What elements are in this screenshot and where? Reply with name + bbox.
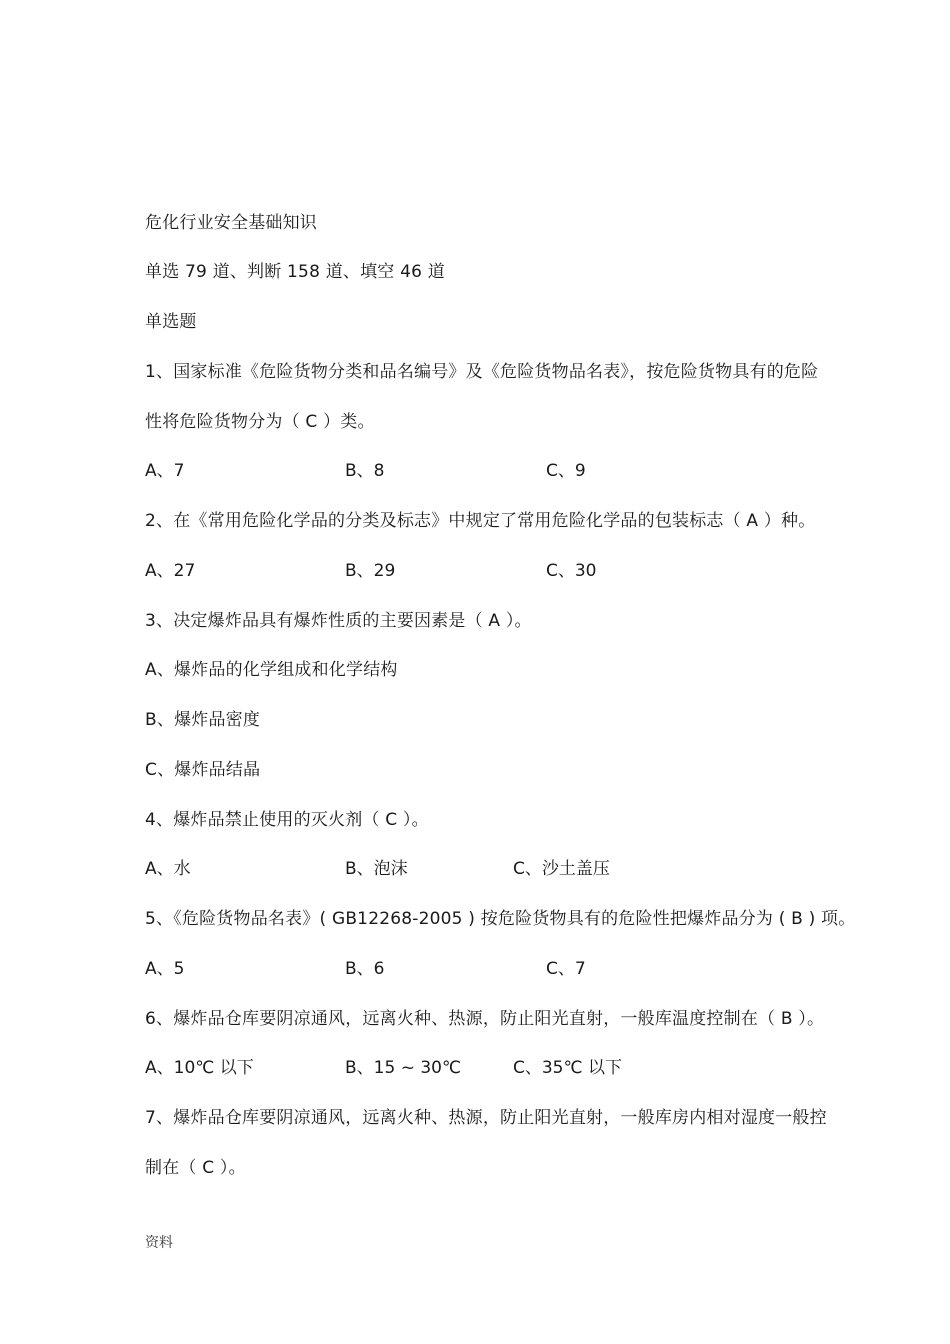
question-6-line-1: 6、爆炸品仓库要阴凉通风，远离火种、热源，防止阳光直射，一般库温度控制在（ B ）。 xyxy=(145,1009,825,1029)
section-heading: 单选题 xyxy=(145,312,197,332)
option-b: B、6 xyxy=(345,959,385,979)
question-5-options xyxy=(145,957,845,981)
question-6-options xyxy=(145,1056,845,1080)
option-c: C、35℃ 以下 xyxy=(513,1058,622,1078)
question-3-option-b: B、爆炸品密度 xyxy=(145,710,261,730)
option-b: B、泡沫 xyxy=(345,859,408,879)
question-7-line-2: 制在（ C ）。 xyxy=(145,1158,246,1178)
question-4-options xyxy=(145,857,845,881)
question-1-options xyxy=(145,459,845,483)
option-c: C、9 xyxy=(546,461,586,481)
question-5-line-1: 5、《危险货物品名表》( GB12268-2005 ) 按危险货物具有的危险性把爆炸品分为 ( B ) 项。 xyxy=(145,909,856,929)
option-b: B、8 xyxy=(345,461,385,481)
option-a: A、5 xyxy=(145,959,185,979)
question-4-line-1: 4、爆炸品禁止使用的灭火剂（ C ）。 xyxy=(145,810,429,830)
option-a: A、水 xyxy=(145,859,191,879)
option-b: B、15 ~ 30℃ xyxy=(345,1058,462,1078)
question-2-options xyxy=(145,559,845,583)
question-2-line-1: 2、在《常用危险化学品的分类及标志》中规定了常用危险化学品的包装标志（ A ）种。 xyxy=(145,511,816,531)
option-c: C、沙土盖压 xyxy=(513,859,610,879)
question-3-line-1: 3、决定爆炸品具有爆炸性质的主要因素是（ A ）。 xyxy=(145,611,532,631)
option-c: C、7 xyxy=(546,959,586,979)
question-3-option-c: C、爆炸品结晶 xyxy=(145,760,261,780)
option-a: A、27 xyxy=(145,561,196,581)
page-footer: 资料 xyxy=(145,1235,173,1251)
option-a: A、7 xyxy=(145,461,185,481)
question-7-line-1: 7、爆炸品仓库要阴凉通风，远离火种、热源，防止阳光直射，一般库房内相对湿度一般控 xyxy=(145,1108,827,1128)
question-3-option-a: A、爆炸品的化学组成和化学结构 xyxy=(145,660,398,680)
option-a: A、10℃ 以下 xyxy=(145,1058,254,1078)
document-title: 危化行业安全基础知识 xyxy=(145,213,317,233)
question-summary: 单选 79 道、判断 158 道、填空 46 道 xyxy=(145,262,445,282)
question-1-line-1: 1、国家标准《危险货物分类和品名编号》及《危险货物品名表》，按危险货物具有的危险 xyxy=(145,362,819,382)
option-b: B、29 xyxy=(345,561,396,581)
option-c: C、30 xyxy=(546,561,597,581)
question-1-line-2: 性将危险货物分为（ C ）类。 xyxy=(145,412,375,432)
